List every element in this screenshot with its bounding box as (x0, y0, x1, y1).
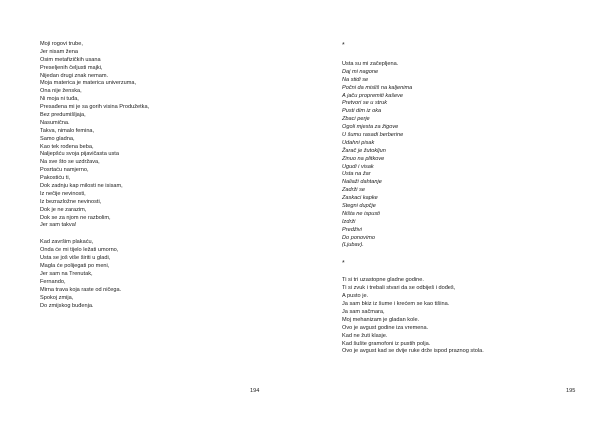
poem-line: Naliaži dahtanje (342, 179, 382, 186)
poem-line: Do ponovimo (342, 234, 375, 241)
poem-line: Preseljenih čeljusti majki, (40, 64, 103, 71)
poem-line: Predživi (342, 226, 362, 233)
poem-line: Ugudi i visak (342, 163, 374, 170)
poem-line: Usta na žar (342, 171, 371, 178)
poem-line: Osim metafizičkih usana (40, 56, 101, 63)
poem-line: Pakostiću ti, (40, 175, 71, 182)
poem-line: Dok je ne zarazim, (40, 206, 87, 213)
poem-line: Kad završim plakaću, (40, 239, 94, 246)
poem-line: Usta se još više širiti u gladi, (40, 255, 111, 262)
poem-line: Magla će polijegati po meni, (40, 263, 110, 270)
poem-line: Ogoli mjesta za žigove (342, 124, 399, 131)
poem-line: Dok se za njom ne razbolim, (40, 214, 111, 221)
poem-line: Mirna trava koja raste od ničega. (40, 286, 122, 293)
stanza-1 (40, 41, 280, 230)
poem-line: Nijedan drugi znak nemam. (40, 72, 109, 79)
poem-line: Počni da misliš na kaljenima (342, 84, 413, 91)
poem-line: Moja materica je materica univerzuma, (40, 80, 137, 87)
poem-line: Iz bezrazložne nevinosti, (40, 198, 102, 205)
poem-line: Dok zadnju kap milosti ne isisam, (40, 183, 123, 190)
stanza-gap (40, 230, 280, 239)
stanza-2 (40, 239, 280, 310)
left-poem (40, 41, 280, 310)
poem-line: U šumu rasadi berberine (342, 132, 404, 139)
section-star-1: * (342, 42, 345, 49)
poem-line: Samo gladna, (40, 135, 75, 142)
right-page (300, 0, 600, 423)
poem-line: Do zmijskog buđenja. (40, 302, 94, 309)
poem-line: Iz nečije nevinosti, (40, 190, 86, 197)
poem-line: Pusti dim iz oka (342, 108, 382, 115)
poem-line: Spokoj zmija, (40, 294, 74, 301)
poem-line: Kao tek rođena beba, (40, 143, 94, 150)
page-number-left: 194 (250, 388, 260, 394)
poem-line: Nasumična. (40, 119, 70, 126)
poem-line: Daj mi nagone (342, 68, 379, 75)
poem-line: Ja sam sačmara, (342, 308, 385, 315)
poem-line: Ja sam bkiz iz šume i krećem se kao tišina. (342, 301, 450, 308)
poem-line: Moj mehanizam je gladan kole. (342, 316, 420, 323)
poem-line: Ona nije ženska, (40, 88, 82, 95)
poem-line: Jer nisam žena (40, 48, 78, 55)
page-number-right: 195 (566, 388, 576, 394)
poem-line: Jer sam na Trenutak, (40, 270, 93, 277)
poem-line: Izdrži (342, 218, 356, 225)
poem-line: Ni moja ni tuđa, (40, 96, 79, 103)
section-star-2: * (342, 260, 345, 268)
poem-line: Ništa ne ispusti (342, 210, 380, 217)
stanza-gap (342, 268, 582, 277)
poem-line: Kad ne žuti klasje. (342, 332, 388, 339)
poem-line: Ovo je avgust kad se dvije ruke drže ispod praznog stola. (342, 348, 484, 355)
poem-line: Zinuo na plitkove (342, 155, 385, 162)
stanza-gap (342, 250, 582, 259)
poem-line: Stegni dupčje (342, 203, 376, 210)
poem-line: Jer sam takva! (40, 222, 77, 229)
right-poems (342, 61, 582, 356)
poem-line: Bez predumišljaja, (40, 112, 86, 119)
poem-line: (Ljubav). (342, 242, 364, 249)
poem-line: Takva, nimalo femina, (40, 127, 95, 134)
poem-line: Posrtaću namjerno, (40, 167, 89, 174)
poem-line: A pusto je. (342, 293, 369, 300)
poem-1 (342, 61, 582, 250)
poem-line: Ovo je avgust godine iza vremena. (342, 324, 429, 331)
poem-line: Naljepšću svoja pijavičasta usta (40, 151, 119, 158)
poem-2 (342, 277, 582, 356)
poem-line: Fernando, (40, 278, 66, 285)
poem-line: Udahni pisak (342, 139, 375, 146)
poem-line: Ti si tri uzastopne gladne godine. (342, 277, 424, 284)
poem-line: Usta su mi začepljena. (342, 61, 399, 67)
poem-line: Kad šušte gramofoni iz pustih polja. (342, 340, 431, 347)
poem-line: Na stidi se (342, 76, 369, 83)
poem-line: Pretvori se u struk (342, 100, 388, 107)
poem-line: Zbaci perje (342, 116, 370, 123)
poem-line: Žarač je žutokljun (342, 147, 386, 154)
poem-line: Presađena mi je sa gorih visina Produžetka, (40, 104, 150, 111)
poem-line: Moji rogovi trube, (40, 41, 83, 47)
poem-line: Zaskaci kapke (342, 195, 378, 202)
poem-line: Ti si zvuk i trebali stvari da se odbiješ i dođeš, (342, 285, 456, 292)
poem-line: Zadrži se (342, 187, 366, 194)
poem-line: A jaču propremiti kaševe (342, 92, 404, 99)
poem-line: Onda će mi tijelo ležati umorno, (40, 247, 119, 254)
poem-line: Na sve što se uzdržava, (40, 159, 100, 166)
